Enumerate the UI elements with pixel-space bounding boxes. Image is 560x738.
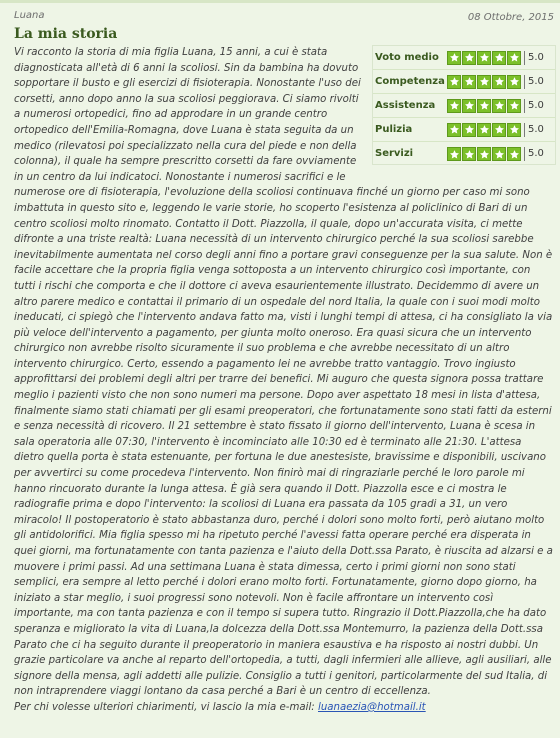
rating-stars — [447, 147, 521, 161]
star-icon — [507, 147, 521, 161]
star-icon — [507, 51, 521, 65]
star-icon — [492, 99, 506, 113]
star-icon — [447, 75, 461, 89]
review-body — [14, 45, 554, 716]
star-icon — [447, 51, 461, 65]
rating-row — [373, 118, 555, 142]
star-icon — [462, 51, 476, 65]
review-author: Luana — [14, 10, 45, 21]
review-title: La mia storia — [14, 26, 118, 42]
star-icon — [477, 75, 491, 89]
rating-stars — [447, 99, 521, 113]
star-icon — [492, 147, 506, 161]
star-icon — [462, 99, 476, 113]
email-link[interactable]: luanaezia@hotmail.it — [318, 701, 426, 713]
star-icon — [507, 99, 521, 113]
star-icon — [462, 147, 476, 161]
rating-stars — [447, 75, 521, 89]
rating-label: Servizi — [375, 148, 414, 160]
rating-row — [373, 46, 555, 70]
rating-separator — [524, 123, 525, 137]
rating-value: 5.0 — [528, 148, 544, 160]
star-icon — [507, 123, 521, 137]
rating-stars — [447, 123, 521, 137]
top-divider — [0, 0, 560, 3]
rating-value: 5.0 — [528, 99, 544, 111]
star-icon — [477, 99, 491, 113]
star-icon — [492, 75, 506, 89]
star-icon — [447, 123, 461, 137]
rating-label: Pulizia — [375, 123, 413, 135]
star-icon — [462, 75, 476, 89]
contact-prefix: Per chi volesse ulteriori chiarimenti, vi lascio la mia e-mail: — [14, 701, 315, 713]
star-icon — [447, 147, 461, 161]
ratings-panel — [372, 45, 556, 165]
star-icon — [477, 147, 491, 161]
review-date: 08 Ottobre, 2015 — [467, 12, 554, 23]
rating-stars — [447, 51, 521, 65]
review-paragraph: Vi racconto la storia di mia figlia Luana, 15 anni, a cui è stata diagnosticata all'età di 6 anni la scoliosi. Sin da bambina ha dovuto sopportare il busto e gli esercizi di fisioterapia. Nonostante l'uso dei corsetti, anno dopo anno la sua scoliosi peggiorava. Ci siamo rivolti a numerosi ortopedici, fino ad approdare in un grande centro ortopedico dell'Emilia-Romagna, dove Luana è stata seguita da un medico (rilevatosi poi specializzato nella cura del piede e non della colonna), il quale ha sempre prescritto corsetti da fare ovviamente in un centro da lui indicatoci. Nonostante i numerosi sacrifici e le numerose ore di fisioterapia, l'evoluzione della scoliosi continuava finché un giorno per caso mi sono imbattuta in questo sito e, leggendo le varie storie, ho scoperto l'esistenza al policlinico di Bari di un centro scoliosi molto rinomato. Contatto il Dott. Piazzolla, il quale, dopo un'accurata visita, ci mette difronte a una triste realtà: Luana necessità di un intervento chirurgico perché la sua scoliosi sarebbe inevitabilmente aumentata nel corso degli anni fino a portare gravi conseguenze per la sua salute. Non è facile accettare che la propria figlia venga sottoposta a un intervento chirurgico così importante, con tutti i rischi che comporta e che il dottore ci aveva esaurientemente illustrato. Decidemmo di avere un altro parere medico e contattai il primario di un ospedale del nord Italia, la quale con i suoi modi molto ineducati, ci spiegò che l'intervento andava fatto ma, visti i lunghi tempi di attesa, ci ha consigliato la via più veloce dell'intervento a pagamento, per giunta molto oneroso. Era quasi sicura che un intervento chirurgico non avrebbe risolto sicuramente il suo problema e che avrebbe necessitato di un altro intervento chirurgico. Certo, essendo a pagamento lei ne avrebbe tratto vantaggio. Trovo ingiusto approfittarsi dei problemi degli altri per trarre dei benefici. Mi auguro che questa signora possa trattare meglio i pazienti visto che non sono numeri ma persone. Dopo aver aspettato 18 mesi in lista d'attesa, finalmente siamo stati chiamati per gli esami preoperatori, che fortunatamente sono stati fatti da esterni e senza necessità di ricovero. Il 21 settembre è stato fissato il giorno dell'intervento, Luana è scesa in sala operatoria alle 07:30, l'intervento è incominciato alle 10:30 ed è terminato alle 21:30. L'attesa dietro quella porta è stata estenuante, per fortuna le due anestesiste, bravissime e disponibili, uscivano per avvertirci su come procedeva l'intervento. Non finirò mai di ringraziarle perché le loro parole mi hanno rincuorato durante la lunga attesa. È già sera quando il Dott. Piazzolla esce e ci mostra le radiografie prima e dopo l'intervento: la scoliosi di Luana era passata da 105 gradi a 31, un vero miracolo! Il postoperatorio è stato abbastanza duro, perché i dolori sono molto forti, però aiutano molto gli antidolorifici. Mia figlia spesso mi ha ripetuto perché l'avessi fatta operare perché era disperata in quei giorni, ma fortunatamente con tanta pazienza e l'aiuto della Dott.ssa Parato, è riuscita ad alzarsi e a muovere i primi passi. Ad una settimana Luana è stata dimessa, certo i primi giorni non sono stati semplici, era sempre al letto perché i dolori erano molto forti. Fortunatamente, giorno dopo giorno, ha iniziato a star meglio, i suoi progressi sono notevoli. Non è facile affrontare un intervento così importante, ma con tanta pazienza e con il tempo si supera tutto. Ringrazio il Dott.Piazzolla,che ha dato speranza e migliorato la vita di Luana,la dolcezza della Dott.ssa Montemurro, la pazienza della Dott.ssa Parato che ci ha seguito durante il preoperatorio in maniera esaustiva e ha risposto ai nostri dubbi. Un grazie particolare va anche al reparto dell'ortopedia, a tutti, dagli infermieri alle allieve, agli ausiliari, alle signore della mensa, agli addetti alle pulizie. Consiglio a tutti i genitori, particolarmente del sud Italia, di non intraprendere viaggi lontano da casa perché a Bari è un centro di eccellenza. — [14, 47, 553, 698]
star-icon — [477, 51, 491, 65]
rating-value: 5.0 — [528, 51, 544, 63]
star-icon — [477, 123, 491, 137]
star-icon — [507, 75, 521, 89]
star-icon — [447, 99, 461, 113]
rating-separator — [524, 147, 525, 161]
rating-separator — [524, 75, 525, 89]
rating-separator — [524, 99, 525, 113]
star-icon — [462, 123, 476, 137]
star-icon — [492, 123, 506, 137]
rating-row — [373, 70, 555, 94]
star-icon — [492, 51, 506, 65]
rating-row — [373, 94, 555, 118]
rating-value: 5.0 — [528, 123, 544, 135]
rating-label: Voto medio — [375, 51, 439, 63]
rating-row — [373, 142, 555, 166]
rating-value: 5.0 — [528, 75, 544, 87]
rating-label: Assistenza — [375, 99, 436, 111]
rating-separator — [524, 51, 525, 65]
rating-label: Competenza — [375, 75, 445, 87]
